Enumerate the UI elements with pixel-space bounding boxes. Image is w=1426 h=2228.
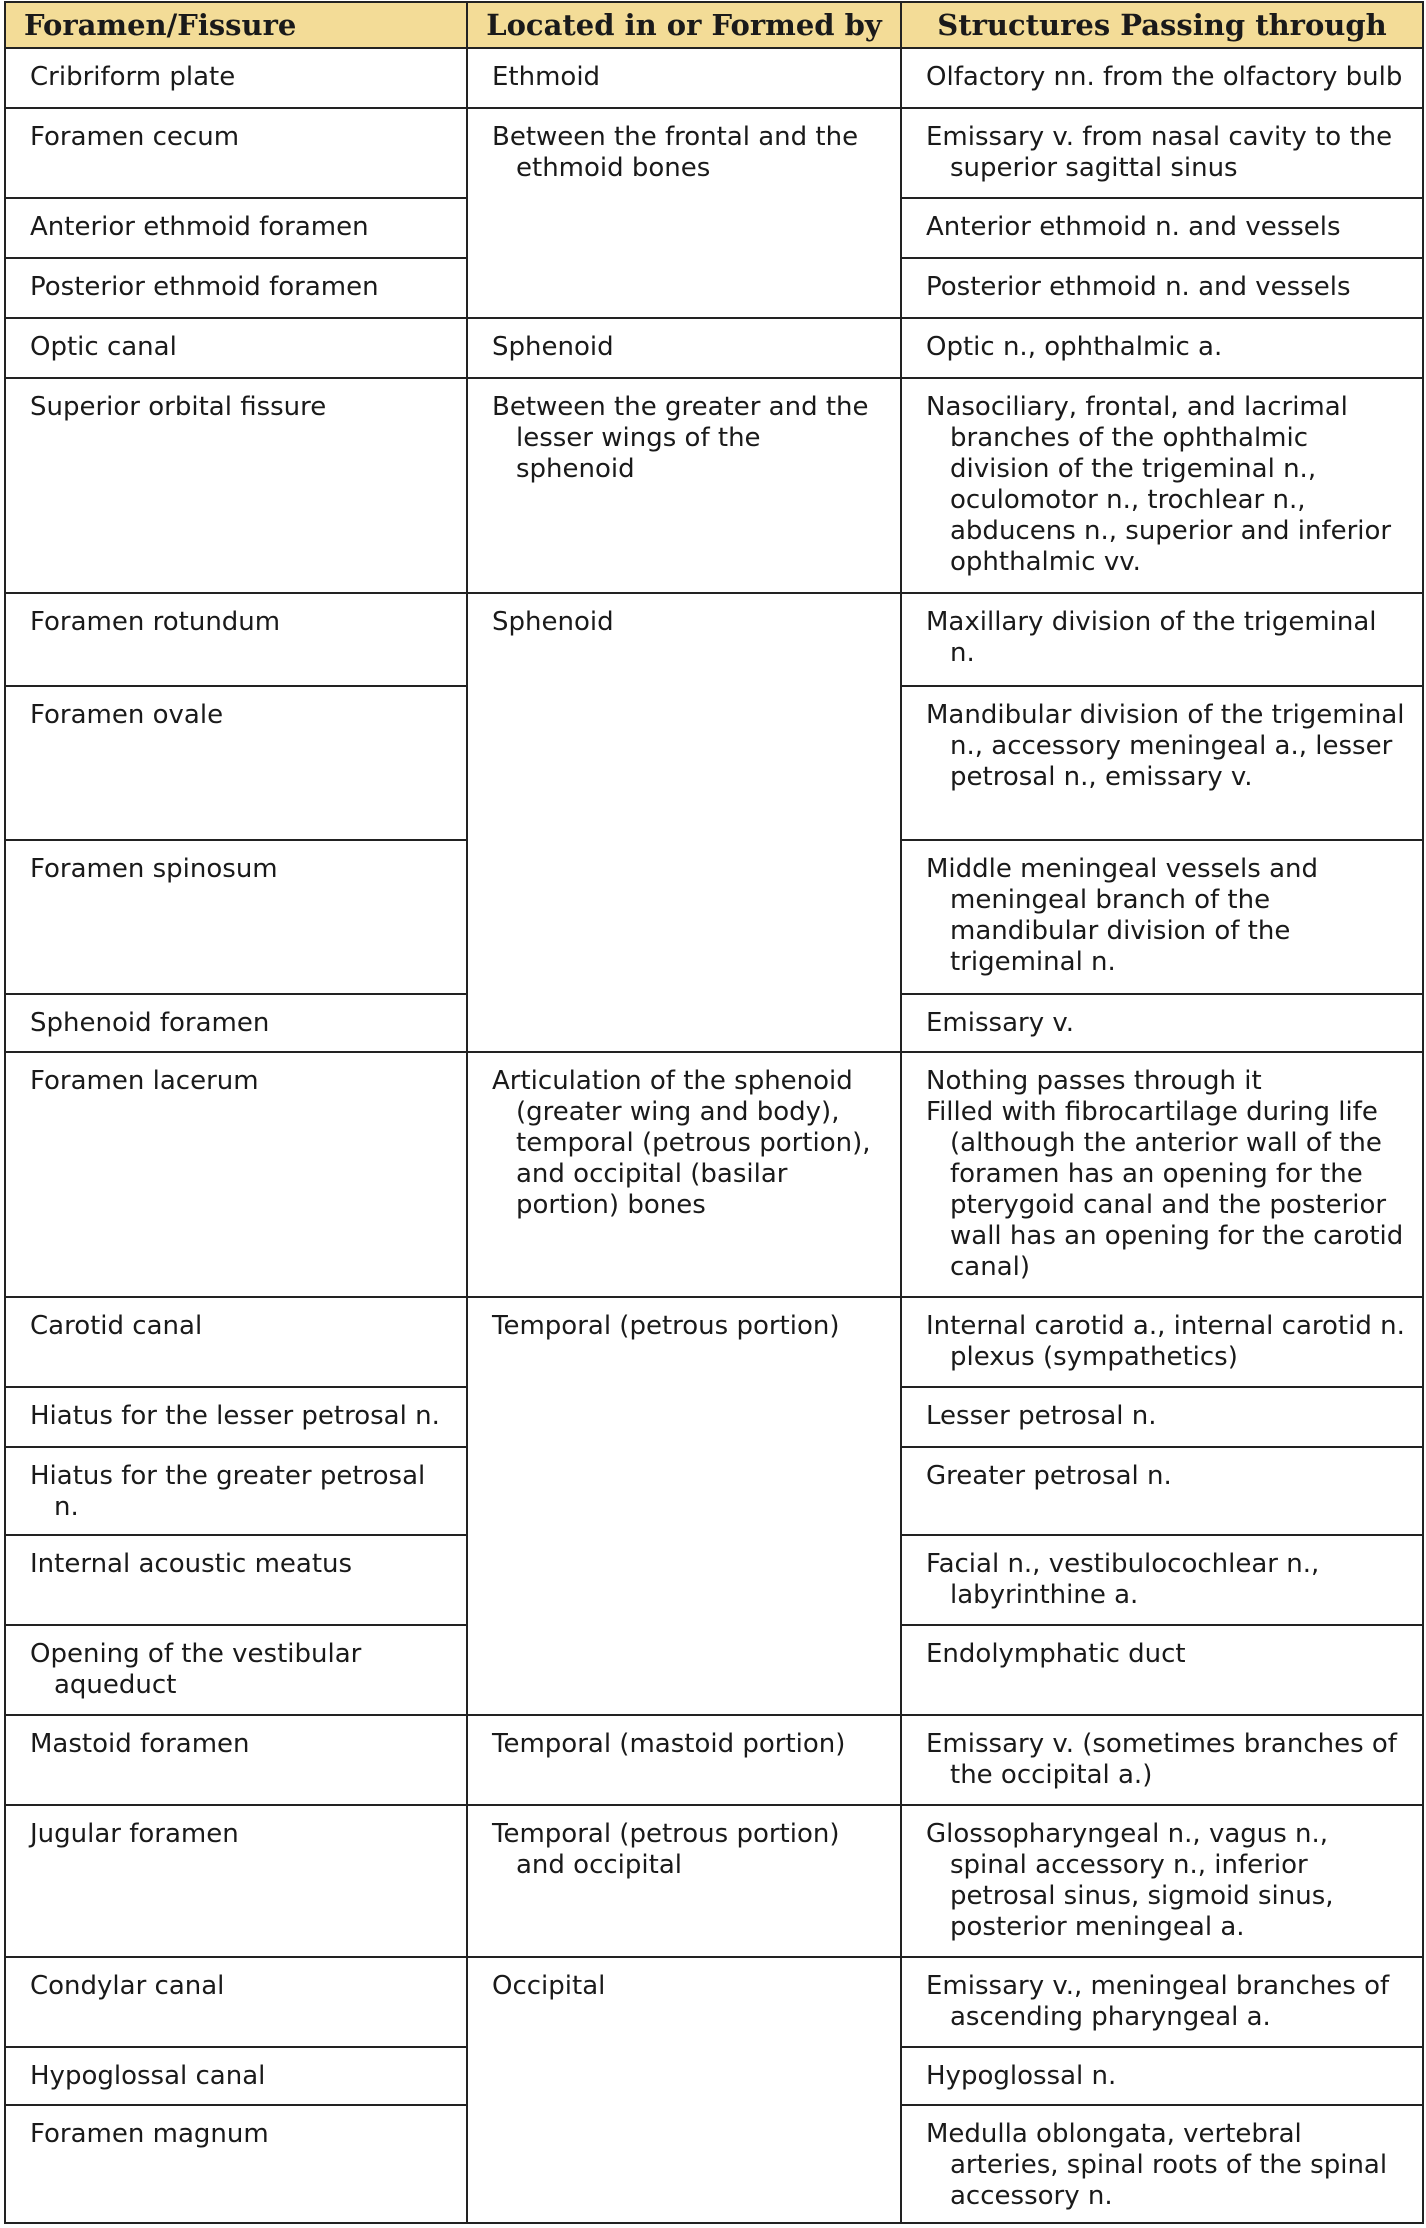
structures-cell: Emissary v., meningeal branches of ascending pharyngeal a. bbox=[901, 1957, 1423, 2047]
structures-cell: Optic n., ophthalmic a. bbox=[901, 318, 1423, 378]
column-header-structures: Structures Passing through bbox=[901, 2, 1423, 48]
structures-cell: Nasociliary, frontal, and lacrimal branches of the ophthalmic division of the trigeminal n., oculomotor n., trochlear n., abducens n., superior and inferior ophthalmic vv. bbox=[901, 378, 1423, 593]
structures-cell: Medulla oblongata, vertebral arteries, spinal roots of the spinal accessory n. bbox=[901, 2105, 1423, 2223]
location-cell: Occipital bbox=[467, 1957, 901, 2223]
foramen-name-cell: Cribriform plate bbox=[5, 48, 467, 108]
foramina-table bbox=[4, 1, 1424, 2224]
table-row bbox=[5, 1052, 1423, 1297]
structures-cell: Emissary v. from nasal cavity to the superior sagittal sinus bbox=[901, 108, 1423, 198]
structures-cell: Emissary v. bbox=[901, 994, 1423, 1052]
foramen-name-cell: Sphenoid foramen bbox=[5, 994, 467, 1052]
foramen-name-cell: Carotid canal bbox=[5, 1297, 467, 1387]
structures-cell: Greater petrosal n. bbox=[901, 1447, 1423, 1535]
foramen-name-cell: Foramen ovale bbox=[5, 686, 467, 840]
structures-cell: Emissary v. (sometimes branches of the occipital a.) bbox=[901, 1715, 1423, 1805]
structures-cell: Facial n., vestibulocochlear n., labyrinthine a. bbox=[901, 1535, 1423, 1625]
foramen-name-cell: Foramen lacerum bbox=[5, 1052, 467, 1297]
structures-cell bbox=[901, 1052, 1423, 1297]
location-cell: Temporal (petrous portion) and occipital bbox=[467, 1805, 901, 1957]
location-cell: Sphenoid bbox=[467, 318, 901, 378]
structures-cell: Lesser petrosal n. bbox=[901, 1387, 1423, 1447]
foramen-name-cell: Superior orbital fissure bbox=[5, 378, 467, 593]
table-row bbox=[5, 318, 1423, 378]
location-cell: Articulation of the sphenoid (greater wing and body), temporal (petrous portion), and occipital (basilar portion) bones bbox=[467, 1052, 901, 1297]
structures-cell: Anterior ethmoid n. and vessels bbox=[901, 198, 1423, 258]
foramen-name-cell: Jugular foramen bbox=[5, 1805, 467, 1957]
table-row bbox=[5, 378, 1423, 593]
structures-paragraph: Filled with fibrocartilage during life (although the anterior wall of the foramen has an opening for the pterygoid canal and the posterior wall has an opening for the carotid canal) bbox=[926, 1097, 1404, 1282]
foramen-name-cell: Foramen spinosum bbox=[5, 840, 467, 994]
structures-cell: Posterior ethmoid n. and vessels bbox=[901, 258, 1423, 318]
location-cell: Ethmoid bbox=[467, 48, 901, 108]
header-row bbox=[5, 2, 1423, 48]
foramen-name-cell: Hiatus for the greater petrosal n. bbox=[5, 1447, 467, 1535]
structures-cell: Maxillary division of the trigeminal n. bbox=[901, 593, 1423, 686]
foramen-name-cell: Foramen rotundum bbox=[5, 593, 467, 686]
foramen-name-cell: Posterior ethmoid foramen bbox=[5, 258, 467, 318]
foramen-name-cell: Opening of the vestibular aqueduct bbox=[5, 1625, 467, 1715]
structures-cell: Internal carotid a., internal carotid n. plexus (sympathetics) bbox=[901, 1297, 1423, 1387]
structures-cell: Olfactory nn. from the olfactory bulb bbox=[901, 48, 1423, 108]
foramen-name-cell: Condylar canal bbox=[5, 1957, 467, 2047]
foramen-name-cell: Anterior ethmoid foramen bbox=[5, 198, 467, 258]
structures-cell: Endolymphatic duct bbox=[901, 1625, 1423, 1715]
location-cell: Temporal (petrous portion) bbox=[467, 1297, 901, 1715]
structures-cell: Middle meningeal vessels and meningeal branch of the mandibular division of the trigeminal n. bbox=[901, 840, 1423, 994]
location-cell: Sphenoid bbox=[467, 593, 901, 1052]
location-cell: Between the frontal and the ethmoid bones bbox=[467, 108, 901, 318]
location-cell: Between the greater and the lesser wings of the sphenoid bbox=[467, 378, 901, 593]
table-row bbox=[5, 1715, 1423, 1805]
table-row bbox=[5, 48, 1423, 108]
foramen-name-cell: Foramen cecum bbox=[5, 108, 467, 198]
table-row bbox=[5, 108, 1423, 198]
foramen-name-cell: Hiatus for the lesser petrosal n. bbox=[5, 1387, 467, 1447]
foramen-name-cell: Foramen magnum bbox=[5, 2105, 467, 2223]
column-header-foramen: Foramen/Fissure bbox=[5, 2, 467, 48]
foramen-name-cell: Mastoid foramen bbox=[5, 1715, 467, 1805]
foramen-name-cell: Optic canal bbox=[5, 318, 467, 378]
foramen-name-cell: Hypoglossal canal bbox=[5, 2047, 467, 2105]
table-row bbox=[5, 1805, 1423, 1957]
location-cell: Temporal (mastoid portion) bbox=[467, 1715, 901, 1805]
structures-paragraph: Nothing passes through it bbox=[926, 1066, 1262, 1096]
table-row bbox=[5, 593, 1423, 686]
column-header-location: Located in or Formed by bbox=[467, 2, 901, 48]
foramen-name-cell: Internal acoustic meatus bbox=[5, 1535, 467, 1625]
table-row bbox=[5, 1957, 1423, 2047]
structures-cell: Hypoglossal n. bbox=[901, 2047, 1423, 2105]
table-row bbox=[5, 1297, 1423, 1387]
structures-cell: Glossopharyngeal n., vagus n., spinal accessory n., inferior petrosal sinus, sigmoid sinus, posterior meningeal a. bbox=[901, 1805, 1423, 1957]
structures-cell: Mandibular division of the trigeminal n., accessory meningeal a., lesser petrosal n., emissary v. bbox=[901, 686, 1423, 840]
table-body bbox=[5, 48, 1423, 2223]
